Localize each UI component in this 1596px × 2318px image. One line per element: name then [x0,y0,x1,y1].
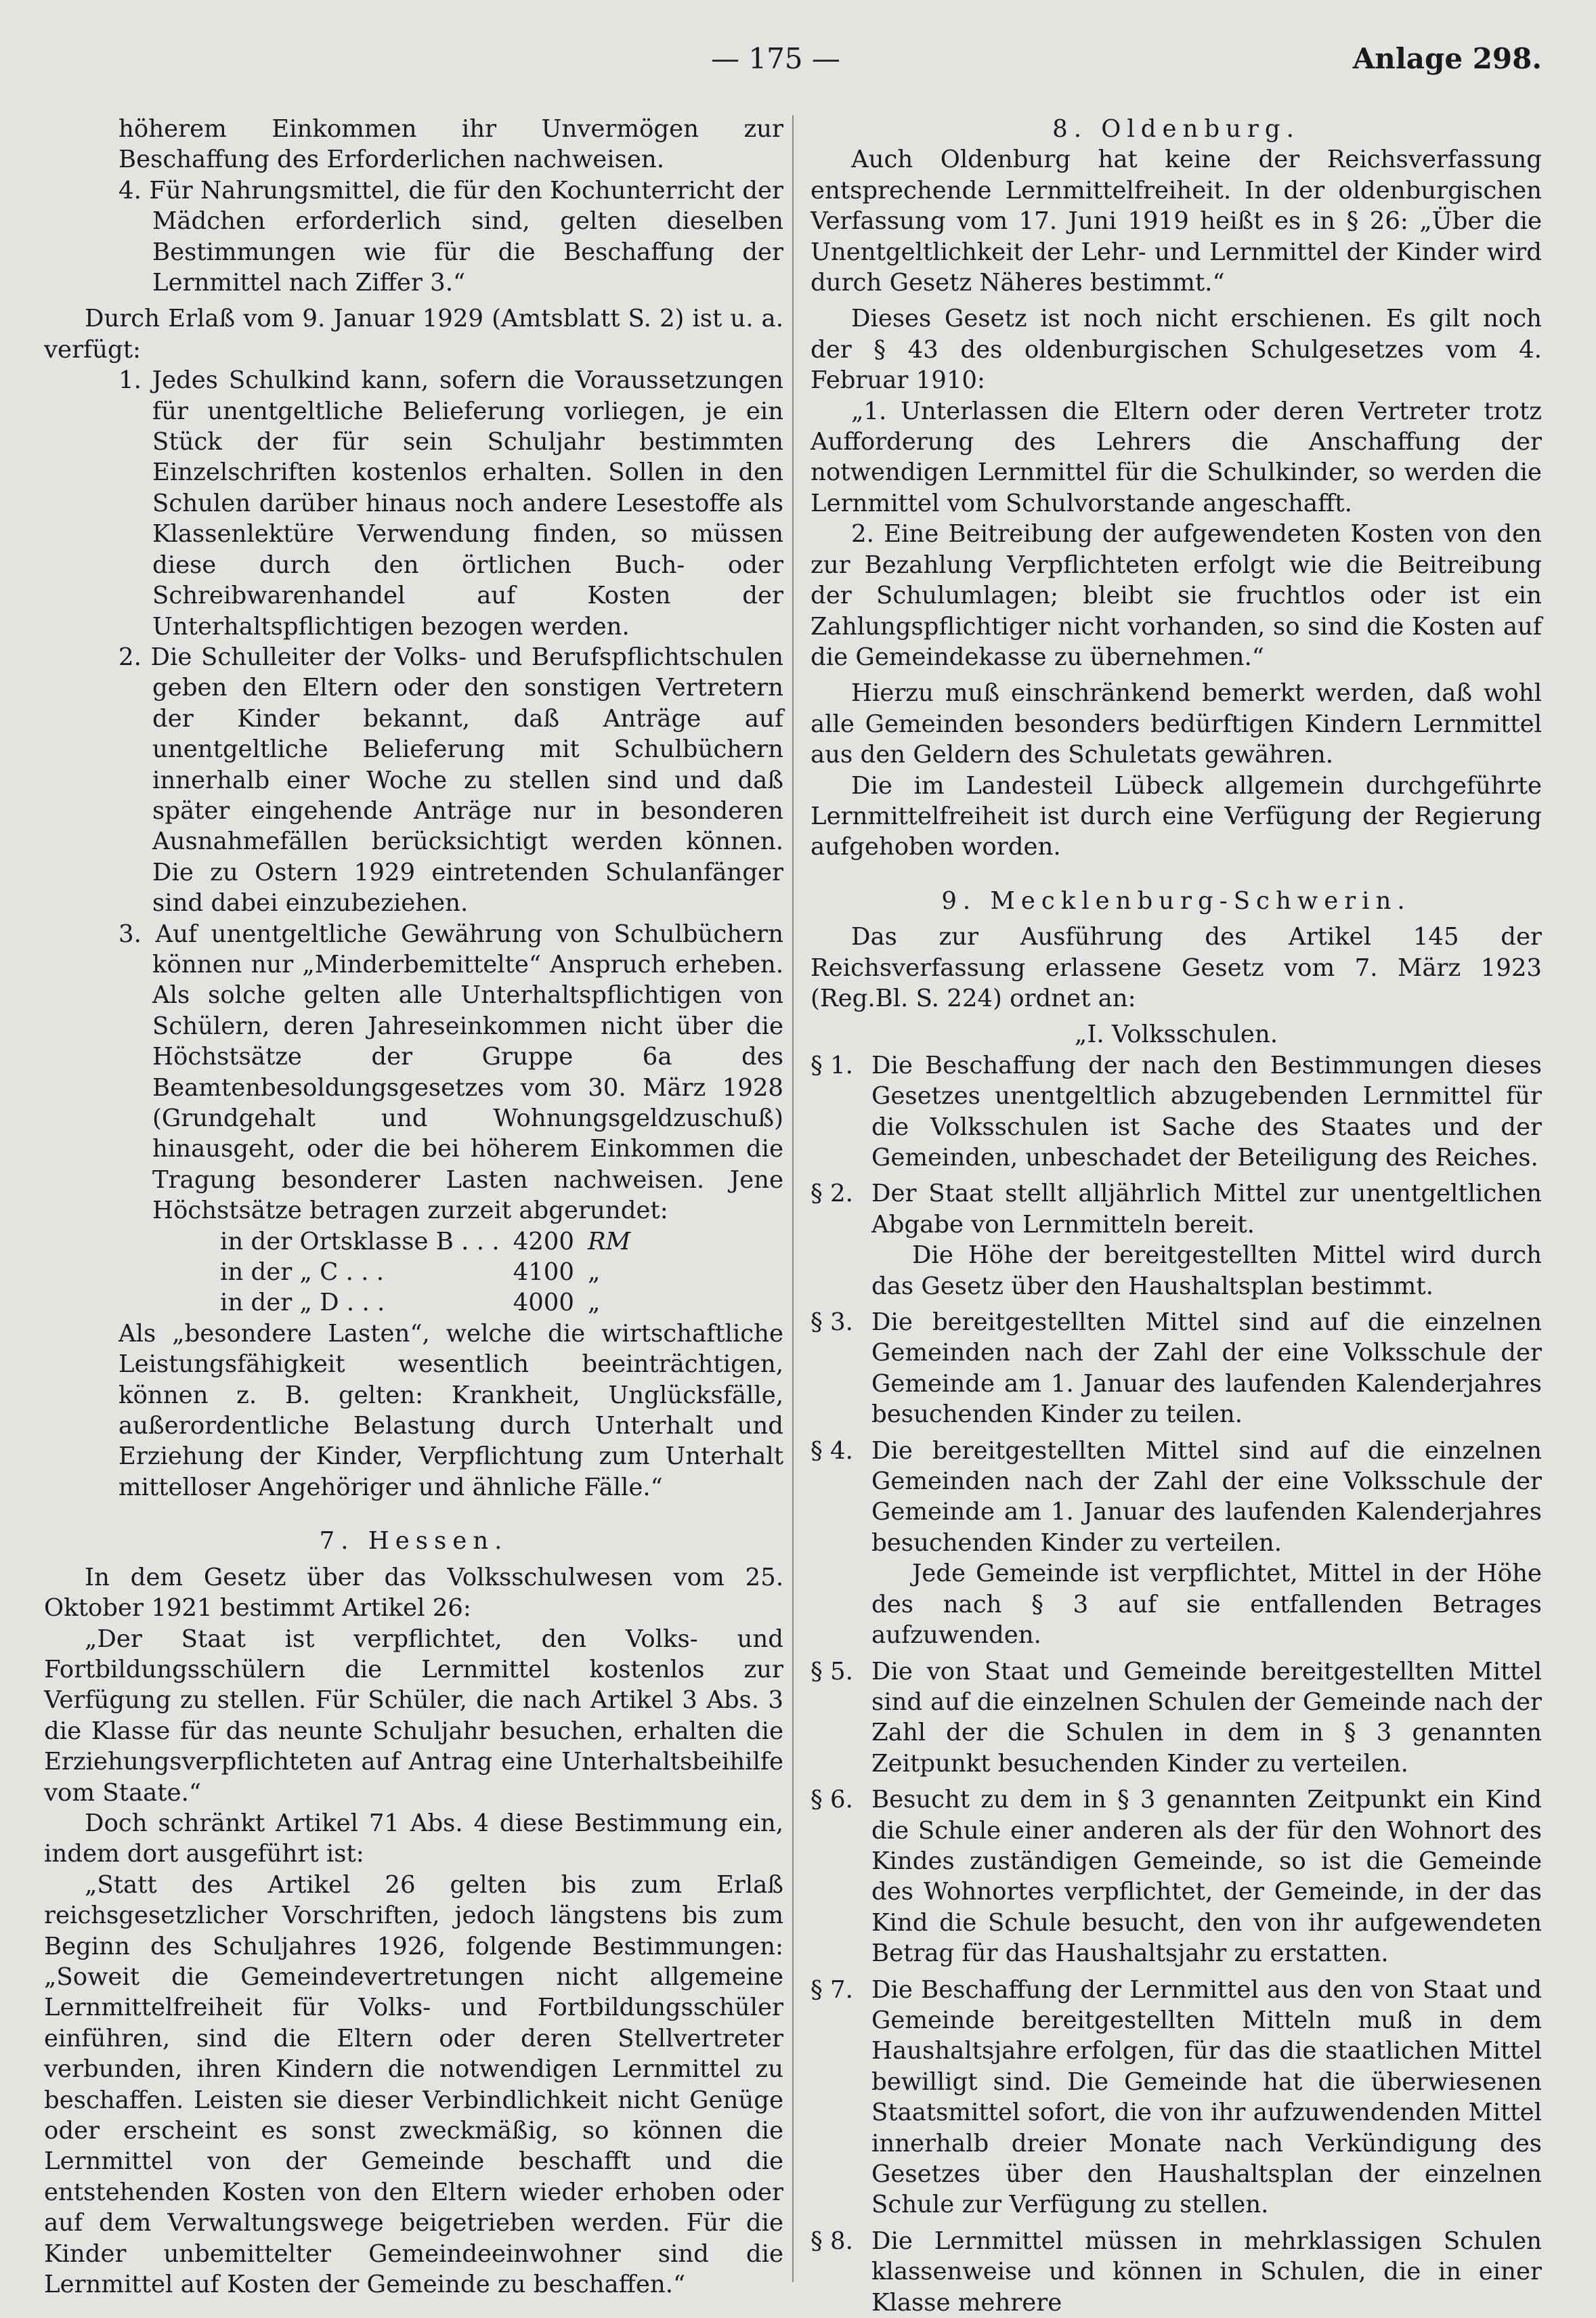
salary-unit: RM [587,1227,631,1255]
law-paragraph [811,1436,1542,1651]
paragraph-number: § 2. [811,1180,853,1208]
salary-label: in der „ D . . . [220,1289,385,1317]
paragraph: In dem Gesetz über das Volksschulwesen vom 25. Oktober 1921 bestimmt Artikel 26: [44,1563,783,1623]
paragraph: Die im Landesteil Lübeck allgemein durchgeführte Lernmittelfreiheit ist durch eine Verfügung der Regierung aufgehoben worden. [811,771,1542,861]
left-column [44,114,783,2300]
paragraph-number: § 1. [811,1051,853,1079]
paragraph-text: Die Beschaffung der nach den Bestimmungen dieses Gesetzes unentgeltlich abzugebenden Lernmittel für die Volksschulen ist Sache des Staates und der Gemeinden, unbeschadet der Beteiligung des Reiches. [871,1051,1542,1172]
section-heading-oldenburg: 8. Oldenburg. [1052,115,1300,143]
section-heading-hessen: 7. Hessen. [319,1527,509,1555]
paragraph-text: Die bereitgestellten Mittel sind auf die einzelnen Gemeinden nach der Zahl der eine Volksschule der Gemeinde am 1. Januar des laufenden Kalenderjahres besuchenden Kinder zu teilen. [871,1308,1542,1429]
salary-unit: „ [587,1258,601,1287]
law-paragraph [811,1656,1542,1780]
salary-table [220,1226,644,1318]
law-paragraph [811,2226,1542,2318]
paragraph-text: Jede Gemeinde ist verpflichtet, Mittel in der Höhe des nach § 3 auf sie entfallenden Betrages aufzuwenden. [871,1560,1542,1650]
law-paragraph [811,1050,1542,1174]
law-paragraph [811,1178,1542,1302]
page-header [0,42,1596,83]
quote: „Statt des Artikel 26 gelten bis zum Erlaß reichsgesetzlicher Vorschriften, jedoch längstens bis zum Beginn des Schuljahres 1926, folgende Bestimmungen: „Soweit die Gemeindevertretungen nicht allgemeine Lernmittelfreiheit für Volks- und Fortbildungsschüler einführen, sind die Eltern oder deren Stellvertreter verbunden, ihren Kindern die notwendigen Lernmittel zu beschaffen. Leisten sie dieser Verbindlichkeit nicht Genüge oder erscheint es sonst zweckmäßig, so können die Lernmittel von der Gemeinde beschafft und die entstehenden Kosten von den Eltern wieder erhoben oder auf dem Verwaltungswege beigetrieben werden. Für die Kinder unbemittelter Gemeindeeinwohner sind die Lernmittel auf Kosten der Gemeinde zu beschaffen.“ [44,1870,783,2299]
paragraph-number: § 5. [811,1657,853,1686]
paragraph: höherem Einkommen ihr Unvermögen zur Beschaffung des Erforderlichen nachweisen. [118,115,783,174]
quote: „Der Staat ist verpflichtet, den Volks- und Fortbildungsschülern die Lernmittel kostenlos zur Verfügung zu stellen. Für Schüler, die nach Artikel 3 Abs. 3 die Klasse für das neunte Schuljahr besuchen, erhalten die Erziehungsverpflichteten auf Antrag eine Unterhaltsbeihilfe vom Staate.“ [44,1625,783,1807]
paragraph-text: Die von Staat und Gemeinde bereitgestellten Mittel sind auf die einzelnen Schulen der Gemeinde nach der Zahl der die Schulen in dem in § 3 genannten Zeitpunkt besuchenden Kinder zu verteilen. [871,1657,1542,1778]
table-row [220,1287,644,1318]
paragraph-number: § 6. [811,1786,853,1814]
paragraph-number: § 4. [811,1436,853,1465]
paragraph: Hierzu muß einschränkend bemerkt werden, daß wohl alle Gemeinden besonders bedürftigen Kindern Lernmittel aus den Geldern des Schuletats gewähren. [811,679,1542,769]
list-item: 1. Jedes Schulkind kann, sofern die Voraussetzungen für unentgeltliche Belieferung vorliegen, je ein Stück der für sein Schuljahr bestimmten Einzelschriften kostenlos erhalten. Sollen in den Schulen darüber hinaus noch andere Lesestoffe als Klassenlektüre Verwendung finden, so müssen diese durch den örtlichen Buch- oder Schreibwarenhandel auf Kosten der Unterhaltspflichtigen bezogen werden. [118,366,783,641]
salary-label: in der Ortsklasse B . . . [220,1227,500,1255]
paragraph-number: § 7. [811,1975,853,2004]
law-paragraph [811,1975,1542,2220]
paragraph-number: § 3. [811,1308,853,1337]
page-number: — 175 — [711,42,840,75]
paragraph-text: Die Lernmittel müssen in mehrklassigen Schulen klassenweise und können in Schulen, die in einer Klasse mehrere [871,2227,1542,2317]
paragraph-text: Die Höhe der bereitgestellten Mittel wird durch das Gesetz über den Haushaltsplan bestimmt. [871,1241,1542,1300]
law-paragraph [811,1784,1542,1969]
section-heading-mecklenburg: 9. Mecklenburg-Schwerin. [941,886,1411,915]
annex-label: Anlage 298. [1352,42,1542,75]
quote: 2. Eine Beitreibung der aufgewendeten Kosten von den zur Bezahlung Verpflichteten erfolgt wie die Beitreibung der Schulumlagen; bleibt sie fruchtlos oder ist ein Zahlungspflichtiger nicht vorhanden, so sind die Kosten auf die Gemeindekasse zu übernehmen.“ [811,520,1542,671]
paragraph-text: Der Staat stellt alljährlich Mittel zur unentgeltlichen Abgabe von Lernmitteln bereit. [871,1180,1542,1239]
paragraph: Das zur Ausführung des Artikel 145 der Reichsverfassung erlassene Gesetz vom 7. März 1923 (Reg.Bl. S. 224) ordnet an: [811,923,1542,1012]
paragraph: Doch schränkt Artikel 71 Abs. 4 diese Bestimmung ein, indem dort ausgeführt ist: [44,1809,783,1868]
paragraph-number: § 8. [811,2227,853,2255]
salary-label: in der „ C . . . [220,1258,385,1287]
table-row [220,1257,644,1287]
paragraph: Auch Oldenburg hat keine der Reichsverfassung entsprechende Lernmittelfreiheit. In der oldenburgischen Verfassung vom 17. Juni 1919 heißt es in § 26: „Über die Unentgeltlichkeit der Lehr- und Lernmittel der Kinder wird durch Gesetz Näheres bestimmt.“ [811,146,1542,297]
paragraph-text: Die Beschaffung der Lernmittel aus den von Staat und Gemeinde bereitgestellten Mitteln muß in dem Haushaltsjahre erfolgen, für das die staatlichen Mittel bewilligt sind. Die Gemeinde hat die überwiesenen Staatsmittel sofort, die von ihr aufzuwendenden Mittel innerhalb dreier Monate nach Verkündigung des Gesetzes über den Haushaltsplan der einzelnen Schule zur Verfügung zu stellen. [871,1975,1542,2219]
salary-amount: 4100 [513,1258,574,1287]
paragraph: Dieses Gesetz ist noch nicht erschienen. Es gilt noch der § 43 des oldenburgischen Schulgesetzes vom 4. Februar 1910: [811,305,1542,395]
subsection-heading: „I. Volksschulen. [1074,1021,1278,1049]
paragraph: Durch Erlaß vom 9. Januar 1929 (Amtsblatt S. 2) ist u. a. verfügt: [44,305,783,364]
table-row [220,1226,644,1257]
list-item: 3. Auf unentgeltliche Gewährung von Schulbüchern können nur „Minderbemittelte“ Anspruch erheben. Als solche gelten alle Unterhaltspflichtigen von Schülern, deren Jahreseinkommen nicht über die Höchstsätze der Gruppe 6a des Beamtenbesoldungsgesetzes vom 30. März 1928 (Grundgehalt und Wohnungsgeldzuschuß) hinausgeht, oder die bei höherem Einkommen die Tragung besonderer Lasten nachweisen. Jene Höchstsätze betragen zurzeit abgerundet: [118,920,783,1225]
column-divider [792,115,794,2282]
paragraph: Als „besondere Lasten“, welche die wirtschaftliche Leistungsfähigkeit wesentlich beeinträchtigen, können z. B. gelten: Krankheit, Unglücksfälle, außerordentliche Belastung durch Unterhalt und Erziehung der Kinder, Verpflichtung zum Unterhalt mittelloser Angehöriger und ähnliche Fälle.“ [118,1319,783,1501]
right-column [811,114,1542,2318]
paragraph-text: Die bereitgestellten Mittel sind auf die einzelnen Gemeinden nach der Zahl der eine Volksschule der Gemeinde am 1. Januar des laufenden Kalenderjahres besuchenden Kinder zu verteilen. [871,1436,1542,1557]
salary-amount: 4200 [513,1227,574,1255]
list-item: 4. Für Nahrungsmittel, die für den Kochunterricht der Mädchen erforderlich sind, gelten dieselben Bestimmungen wie für die Beschaffung der Lernmittel nach Ziffer 3.“ [118,176,783,297]
list-item: 2. Die Schulleiter der Volks- und Berufspflichtschulen geben den Eltern oder den sonstigen Vertretern der Kinder bekannt, daß Anträge auf unentgeltliche Belieferung mit Schulbüchern innerhalb einer Woche zu stellen sind und daß später eingehende Anträge nur in besonderen Ausnahmefällen berücksichtigt werden können. Die zu Ostern 1929 eintretenden Schulanfänger sind dabei einzubeziehen. [118,643,783,918]
quote: „1. Unterlassen die Eltern oder deren Vertreter trotz Aufforderung des Lehrers die Anschaffung der notwendigen Lernmittel für die Schulkinder, so werden die Lernmittel vom Schulvorstande angeschafft. [811,397,1542,517]
law-paragraph [811,1307,1542,1430]
salary-unit: „ [587,1289,601,1317]
salary-amount: 4000 [513,1289,574,1317]
paragraph-text: Besucht zu dem in § 3 genannten Zeitpunkt ein Kind die Schule einer anderen als der für den Wohnort des Kindes zuständigen Gemeinde, so ist die Gemeinde des Wohnortes verpflichtet, der Gemeinde, in der das Kind die Schule besucht, den von ihr aufgewendeten Betrag für das Haushaltsjahr zu erstatten. [871,1786,1542,1968]
